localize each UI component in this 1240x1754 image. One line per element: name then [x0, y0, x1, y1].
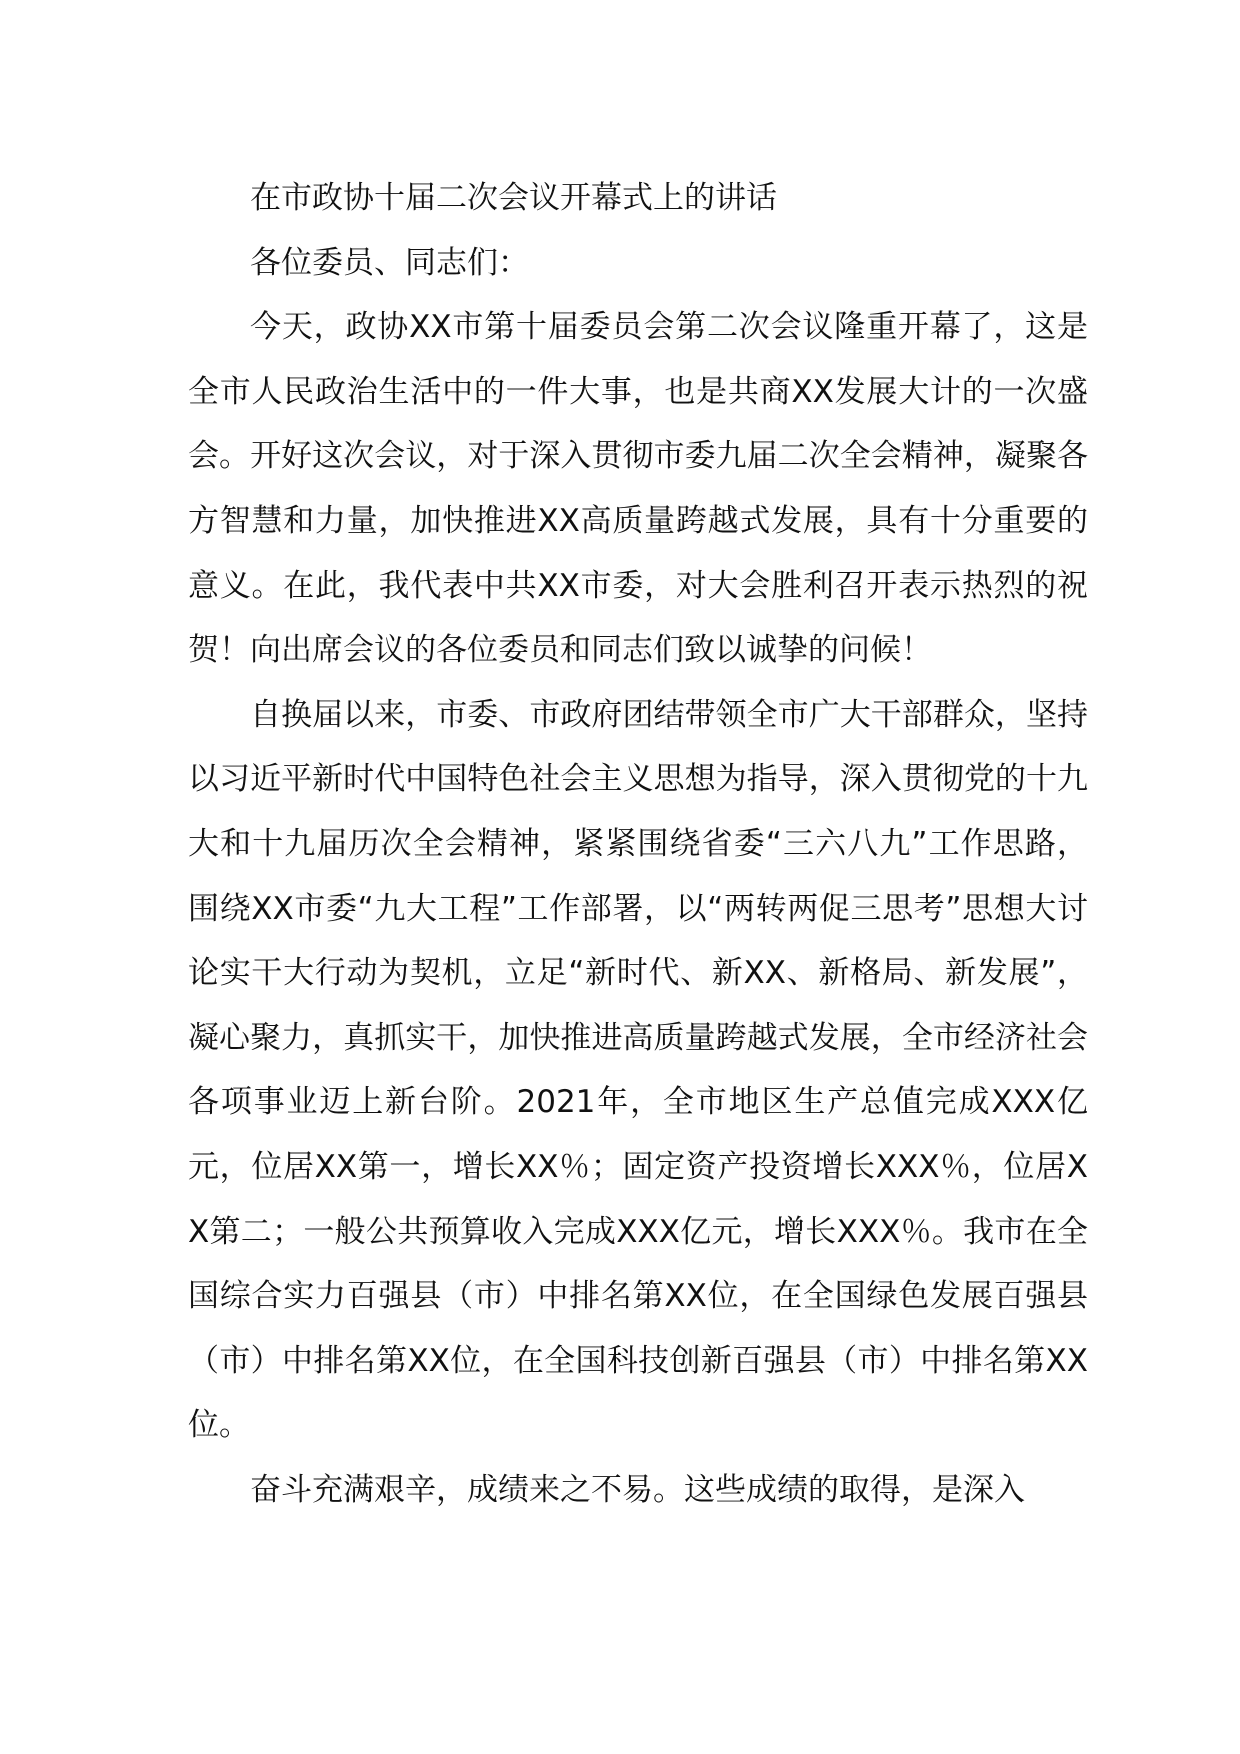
document-title: 在市政协十届二次会议开幕式上的讲话	[250, 180, 777, 216]
salutation: 各位委员、同志们：	[250, 244, 529, 281]
document-body	[188, 166, 1088, 1522]
paragraph-3: 奋斗充满艰辛，成绩来之不易。这些成绩的取得，是深入	[250, 1471, 1025, 1508]
paragraph-2: 自换届以来，市委、市政府团结带领全市广大干部群众，坚持以习近平新时代中国特色社会主义思想为指导，深入贯彻党的十九大和十九届历次全会精神，紧紧围绕省委“三六八九”工作思路，围绕XX市委“九大工程”工作部署，以“两转两促三思考”思想大讨论实干大行动为契机，立足“新时代、新XX、新格局、新发展”，凝心聚力，真抓实干，加快推进高质量跨越式发展，全市经济社会各项事业迈上新台阶。2021年，全市地区生产总值完成XXX亿元，位居XX第一，增长XX％；固定资产投资增长XXX％，位居XX第二；一般公共预算收入完成XXX亿元，增长XXX％。我市在全国综合实力百强县（市）中排名第XX位，在全国绿色发展百强县（市）中排名第XX位，在全国科技创新百强县（市）中排名第XX位。	[188, 696, 1088, 1444]
paragraph-1: 今天，政协XX市第十届委员会第二次会议隆重开幕了，这是全市人民政治生活中的一件大事，也是共商XX发展大计的一次盛会。开好这次会议，对于深入贯彻市委九届二次全会精神，凝聚各方智慧和力量，加快推进XX高质量跨越式发展，具有十分重要的意义。在此，我代表中共XX市委，对大会胜利召开表示热烈的祝贺！向出席会议的各位委员和同志们致以诚挚的问候！	[188, 309, 1088, 669]
